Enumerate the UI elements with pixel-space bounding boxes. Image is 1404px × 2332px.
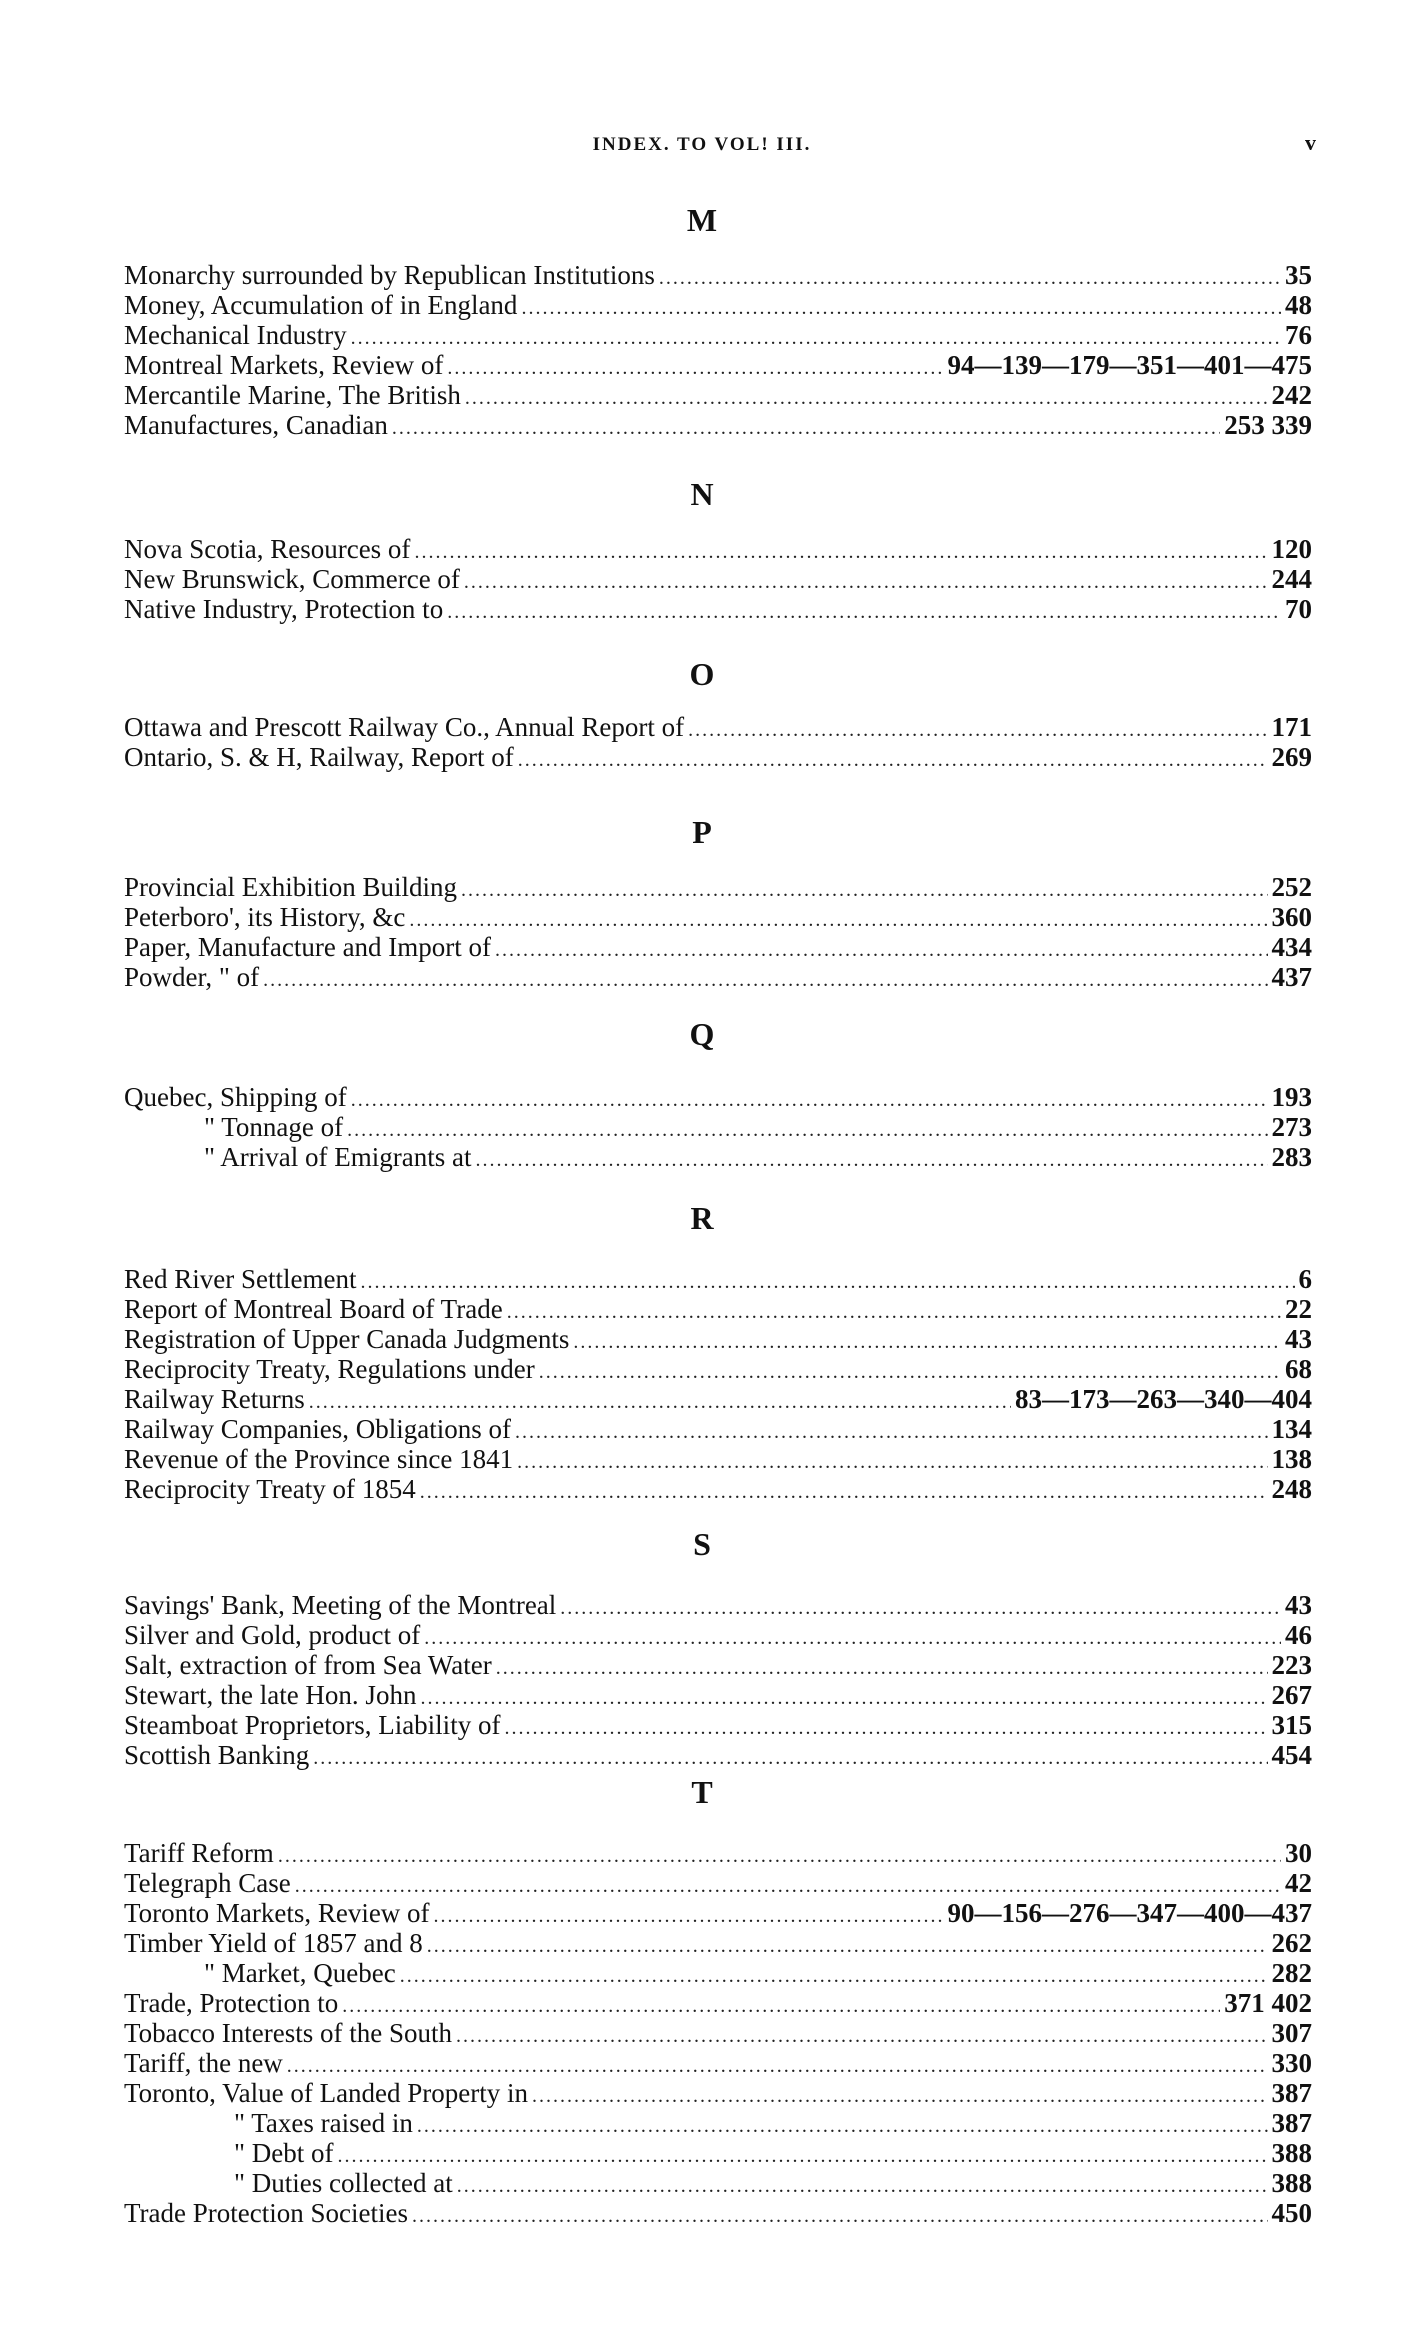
dot-leader [504, 1713, 1267, 1743]
entry-topic: Revenue of the Province since 1841 [124, 1444, 514, 1474]
entry-topic: Provincial Exhibition Building [124, 872, 457, 902]
index-entry [124, 2078, 1312, 2108]
index-entry [124, 962, 1312, 992]
entry-pages: 83—173—263—340—404 [1015, 1384, 1312, 1414]
entry-topic: Paper, Manufacture and Import of [124, 932, 492, 962]
dot-leader [447, 597, 1281, 627]
index-entry [124, 1112, 1312, 1142]
section-letter: N [690, 476, 714, 512]
index-entry [124, 1680, 1312, 1710]
entry-topic: Nova Scotia, Resources of [124, 534, 411, 564]
index-entries [124, 534, 1312, 624]
index-entry [124, 2108, 1312, 2138]
entry-pages: 35 [1285, 260, 1312, 290]
entry-pages: 330 [1271, 2048, 1312, 2078]
entry-topic: Mercantile Marine, The British [124, 380, 461, 410]
index-entry [124, 1590, 1312, 1620]
dot-leader [461, 875, 1268, 905]
running-head [0, 130, 1404, 164]
dot-leader [417, 2111, 1268, 2141]
index-entry [124, 2018, 1312, 2048]
entry-topic: Trade, Protection to [124, 1988, 339, 2018]
entry-topic: Report of Montreal Board of Trade [124, 1294, 503, 1324]
entry-topic: New Brunswick, Commerce of [124, 564, 460, 594]
entry-pages: 68 [1285, 1354, 1312, 1384]
dot-leader [495, 935, 1267, 965]
dot-leader [295, 1871, 1281, 1901]
entry-topic: Telegraph Case [124, 1868, 291, 1898]
section-letter: P [692, 814, 712, 850]
index-entries [124, 872, 1312, 992]
index-entry [124, 1354, 1312, 1384]
index-entry [124, 2048, 1312, 2078]
dot-leader [456, 2021, 1267, 2051]
dot-leader [475, 1145, 1267, 1175]
dot-leader [424, 1623, 1281, 1653]
index-entries [124, 1590, 1312, 1770]
dot-leader [521, 293, 1281, 323]
entry-topic: Peterboro', its History, &c [124, 902, 406, 932]
index-entry [124, 260, 1312, 290]
dot-leader [539, 1357, 1281, 1387]
entry-pages: 94—139—179—351—401—475 [947, 350, 1312, 380]
entry-pages: 193 [1271, 1082, 1312, 1112]
dot-leader [309, 1387, 1011, 1417]
index-entry [124, 1838, 1312, 1868]
entry-topic: Ontario, S. & H, Railway, Report of [124, 742, 514, 772]
index-entry [124, 1384, 1312, 1414]
entry-pages: 138 [1271, 1444, 1312, 1474]
index-entry [124, 2138, 1312, 2168]
index-entries [124, 712, 1312, 772]
index-entry [124, 410, 1312, 440]
section-letter: T [691, 1774, 713, 1810]
index-entry [124, 1142, 1312, 1172]
entry-topic: Powder, " of [124, 962, 260, 992]
index-entry [124, 712, 1312, 742]
entry-pages: 223 [1271, 1650, 1312, 1680]
entry-topic: Native Industry, Protection to [124, 594, 444, 624]
index-entry [124, 1444, 1312, 1474]
dot-leader [518, 745, 1268, 775]
dot-leader [351, 323, 1281, 353]
dot-leader [409, 905, 1267, 935]
entry-pages: 360 [1271, 902, 1312, 932]
index-entry [124, 320, 1312, 350]
index-entry [124, 1958, 1312, 1988]
dot-leader [351, 1085, 1268, 1115]
entry-topic: Toronto, Value of Landed Property in [124, 2078, 529, 2108]
dot-leader [465, 383, 1268, 413]
entry-topic: Mechanical Industry [124, 320, 347, 350]
entry-pages: 315 [1271, 1710, 1312, 1740]
entry-pages: 434 [1271, 932, 1312, 962]
dot-leader [434, 1901, 944, 1931]
dot-leader [507, 1297, 1281, 1327]
entry-pages: 371 402 [1224, 1988, 1312, 2018]
dot-leader [659, 263, 1281, 293]
entry-topic: Quebec, Shipping of [124, 1082, 347, 1112]
dot-leader [517, 1447, 1267, 1477]
entry-pages: 90—156—276—347—400—437 [947, 1898, 1312, 1928]
index-entry [124, 2198, 1312, 2228]
entry-pages: 244 [1271, 564, 1312, 594]
dot-leader [347, 1115, 1267, 1145]
index-entry [124, 1474, 1312, 1504]
entry-topic: " Debt of [234, 2138, 334, 2168]
entry-topic: Tobacco Interests of the South [124, 2018, 453, 2048]
entry-pages: 76 [1285, 320, 1312, 350]
index-entries [124, 260, 1312, 440]
entry-topic: Money, Accumulation of in England [124, 290, 518, 320]
dot-leader [400, 1961, 1268, 1991]
dot-leader [412, 2201, 1268, 2231]
dot-leader [313, 1743, 1267, 1773]
entry-pages: 42 [1285, 1868, 1312, 1898]
entry-topic: Registration of Upper Canada Judgments [124, 1324, 570, 1354]
index-entry [124, 1988, 1312, 2018]
dot-leader [414, 537, 1267, 567]
entry-pages: 437 [1271, 962, 1312, 992]
index-entry [124, 1082, 1312, 1112]
entry-pages: 387 [1271, 2108, 1312, 2138]
entry-topic: Railway Returns [124, 1384, 305, 1414]
dot-leader [420, 1683, 1267, 1713]
entry-topic: Montreal Markets, Review of [124, 350, 444, 380]
page-marker: v [1305, 130, 1316, 155]
index-entries [124, 1838, 1312, 2228]
index-entries [124, 1082, 1312, 1172]
entry-pages: 388 [1271, 2168, 1312, 2198]
dot-leader [360, 1267, 1294, 1297]
dot-leader [464, 567, 1268, 597]
index-entry [124, 742, 1312, 772]
entry-pages: 43 [1285, 1324, 1312, 1354]
entry-pages: 283 [1271, 1142, 1312, 1172]
index-entry [124, 932, 1312, 962]
section-letter: R [690, 1200, 714, 1236]
entry-topic: Tariff, the new [124, 2048, 283, 2078]
index-entry [124, 350, 1312, 380]
entry-topic: Savings' Bank, Meeting of the Montreal [124, 1590, 557, 1620]
entry-pages: 6 [1298, 1264, 1312, 1294]
index-entry [124, 1650, 1312, 1680]
entry-topic: Tariff Reform [124, 1838, 274, 1868]
dot-leader [342, 1991, 1220, 2021]
index-entry [124, 1740, 1312, 1770]
entry-pages: 282 [1271, 1958, 1312, 1988]
index-entry [124, 1620, 1312, 1650]
dot-leader [457, 2171, 1268, 2201]
entry-pages: 171 [1271, 712, 1312, 742]
entry-topic: Toronto Markets, Review of [124, 1898, 430, 1928]
section-letter: O [689, 656, 715, 692]
entry-topic: Stewart, the late Hon. John [124, 1680, 417, 1710]
dot-leader [496, 1653, 1268, 1683]
index-entry [124, 1868, 1312, 1898]
dot-leader [263, 965, 1267, 995]
entry-topic: Steamboat Proprietors, Liability of [124, 1710, 501, 1740]
entry-topic: " Taxes raised in [234, 2108, 413, 2138]
index-entry [124, 1414, 1312, 1444]
dot-leader [447, 353, 943, 383]
entry-topic: Trade Protection Societies [124, 2198, 408, 2228]
section-letter: Q [689, 1016, 715, 1052]
entry-pages: 450 [1271, 2198, 1312, 2228]
entry-topic: Manufactures, Canadian [124, 410, 388, 440]
index-entry [124, 872, 1312, 902]
entry-topic: Reciprocity Treaty of 1854 [124, 1474, 416, 1504]
entry-pages: 46 [1285, 1620, 1312, 1650]
index-entry [124, 1324, 1312, 1354]
index-entry [124, 1264, 1312, 1294]
index-entry [124, 902, 1312, 932]
entry-pages: 252 [1271, 872, 1312, 902]
entry-topic: " Duties collected at [234, 2168, 453, 2198]
index-entry [124, 1898, 1312, 1928]
entry-pages: 70 [1285, 594, 1312, 624]
dot-leader [338, 2141, 1268, 2171]
entry-topic: Ottawa and Prescott Railway Co., Annual Report of [124, 712, 685, 742]
entry-topic: " Market, Quebec [204, 1958, 396, 1988]
running-title: INDEX. TO VOL! III. [592, 134, 812, 155]
entry-topic: Salt, extraction of from Sea Water [124, 1650, 492, 1680]
index-entry [124, 290, 1312, 320]
index-entry [124, 1710, 1312, 1740]
entry-pages: 267 [1271, 1680, 1312, 1710]
index-entry [124, 564, 1312, 594]
index-entry [124, 534, 1312, 564]
dot-leader [560, 1593, 1281, 1623]
section-letter: S [693, 1526, 711, 1562]
entry-pages: 248 [1271, 1474, 1312, 1504]
index-entry [124, 594, 1312, 624]
section-letter: M [686, 202, 718, 238]
entry-pages: 48 [1285, 290, 1312, 320]
dot-leader [287, 2051, 1268, 2081]
dot-leader [573, 1327, 1281, 1357]
dot-leader [515, 1417, 1268, 1447]
entry-pages: 134 [1271, 1414, 1312, 1444]
entry-pages: 269 [1271, 742, 1312, 772]
entry-topic: Red River Settlement [124, 1264, 357, 1294]
entry-topic: " Arrival of Emigrants at [204, 1142, 472, 1172]
entry-topic: Reciprocity Treaty, Regulations under [124, 1354, 535, 1384]
entry-pages: 273 [1271, 1112, 1312, 1142]
entry-pages: 43 [1285, 1590, 1312, 1620]
dot-leader [392, 413, 1220, 443]
entry-pages: 387 [1271, 2078, 1312, 2108]
entry-topic: Timber Yield of 1857 and 8 [124, 1928, 423, 1958]
index-entry [124, 2168, 1312, 2198]
entry-pages: 388 [1271, 2138, 1312, 2168]
entry-pages: 30 [1285, 1838, 1312, 1868]
dot-leader [420, 1477, 1268, 1507]
entry-topic: Railway Companies, Obligations of [124, 1414, 511, 1444]
entry-topic: Scottish Banking [124, 1740, 310, 1770]
entry-pages: 262 [1271, 1928, 1312, 1958]
entry-pages: 307 [1271, 2018, 1312, 2048]
index-entry [124, 380, 1312, 410]
entry-pages: 253 339 [1224, 410, 1312, 440]
entry-topic: " Tonnage of [204, 1112, 344, 1142]
dot-leader [688, 715, 1267, 745]
dot-leader [278, 1841, 1281, 1871]
entry-topic: Silver and Gold, product of [124, 1620, 421, 1650]
index-entries [124, 1264, 1312, 1504]
entry-pages: 22 [1285, 1294, 1312, 1324]
entry-pages: 454 [1271, 1740, 1312, 1770]
entry-topic: Monarchy surrounded by Republican Institutions [124, 260, 655, 290]
dot-leader [532, 2081, 1267, 2111]
entry-pages: 242 [1271, 380, 1312, 410]
dot-leader [427, 1931, 1268, 1961]
index-entry [124, 1294, 1312, 1324]
index-entry [124, 1928, 1312, 1958]
entry-pages: 120 [1271, 534, 1312, 564]
